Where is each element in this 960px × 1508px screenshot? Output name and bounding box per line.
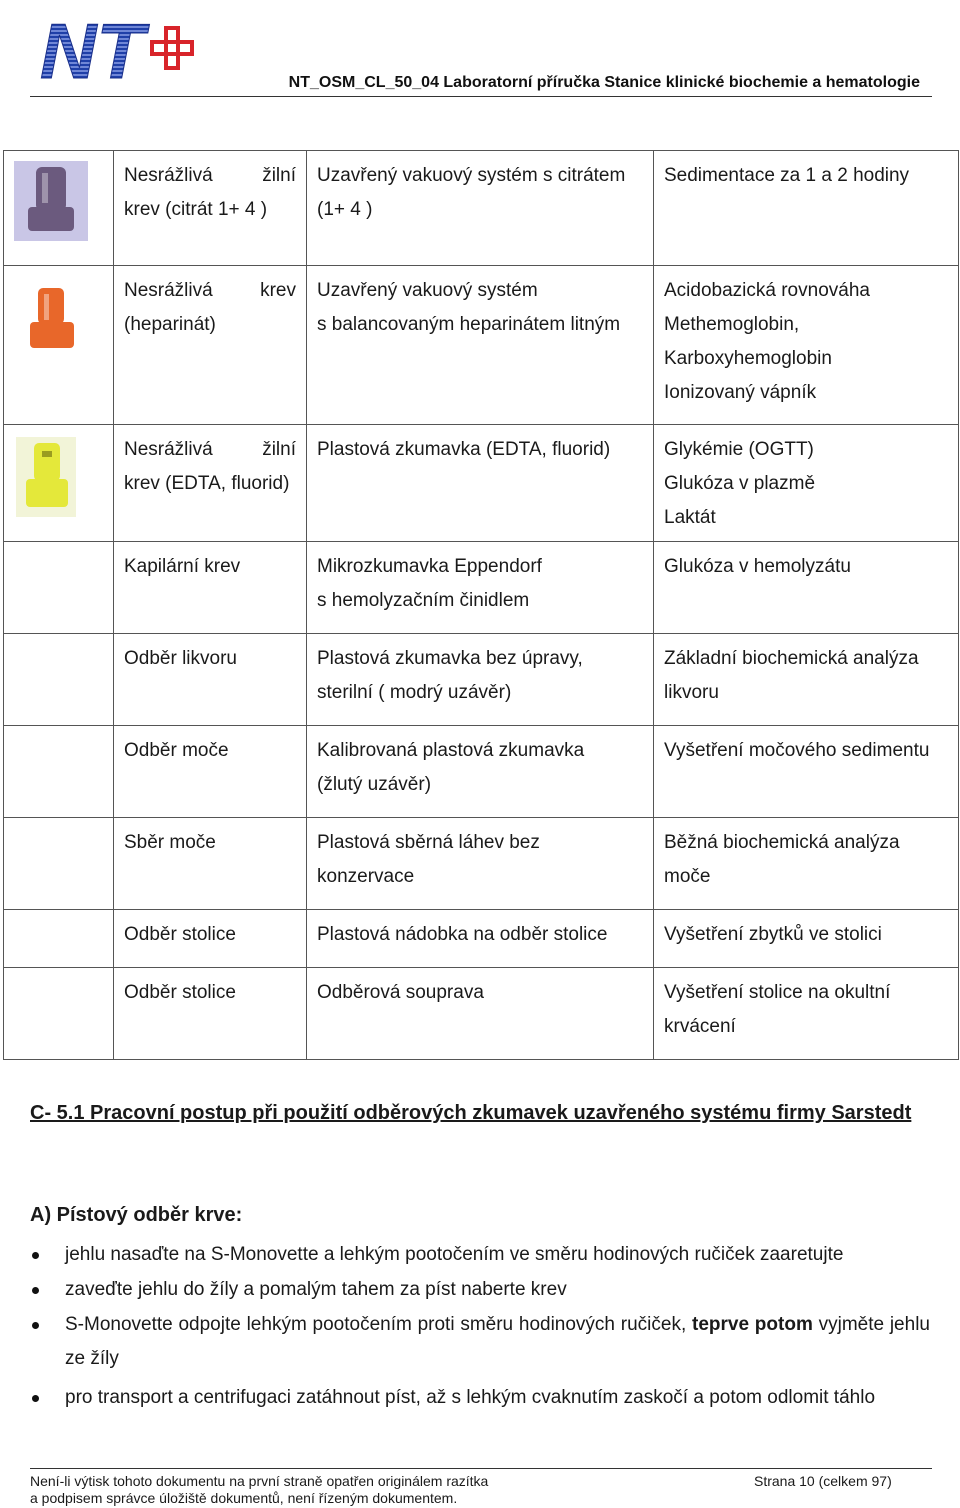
tube-cap-orange-icon bbox=[26, 286, 78, 352]
table-row bbox=[4, 818, 959, 910]
table-cell-material: Nesrážlivá žilní krev (EDTA, fluorid) bbox=[114, 425, 307, 542]
table-cell-material: Odběr stolice bbox=[114, 910, 307, 968]
table-row bbox=[4, 634, 959, 726]
subheading: A) Pístový odběr krve: bbox=[30, 1204, 243, 1226]
page-header bbox=[30, 8, 932, 97]
table-cell-container: Kalibrovaná plastová zkumavka (žlutý uzávěr) bbox=[307, 726, 654, 818]
table-cell-container: Mikrozkumavka Eppendorf s hemolyzačním činidlem bbox=[307, 542, 654, 634]
tube-cap-base bbox=[28, 207, 74, 231]
table-cell-icon bbox=[4, 266, 114, 425]
tube-cap-purple-icon bbox=[14, 161, 88, 241]
tube-cap-body bbox=[38, 288, 64, 324]
table-cell-container: Plastová nádobka na odběr stolice bbox=[307, 910, 654, 968]
table-cell-icon bbox=[4, 425, 114, 542]
section-heading: C- 5.1 Pracovní postup při použití odběrových zkumavek uzavřeného systému firmy Sarstedt bbox=[30, 1102, 912, 1124]
table-cell-tests: Sedimentace za 1 a 2 hodiny bbox=[654, 151, 959, 266]
nt-plus-logo-icon bbox=[34, 8, 194, 90]
table-cell-container: Plastová zkumavka (EDTA, fluorid) bbox=[307, 425, 654, 542]
table-row bbox=[4, 151, 959, 266]
list-item: S-Monovette odpojte lehkým pootočením proti směru hodinových ručiček, teprve potom vyjměte jehlu ze žíly bbox=[30, 1308, 930, 1376]
document-title: NT_OSM_CL_50_04 Laboratorní příručka Stanice klinické biochemie a hematologie bbox=[288, 74, 920, 91]
table-cell-icon bbox=[4, 818, 114, 910]
table-cell-icon bbox=[4, 726, 114, 818]
table-row bbox=[4, 425, 959, 542]
table-cell-icon bbox=[4, 542, 114, 634]
tube-cap-body bbox=[36, 167, 66, 211]
tube-cap-base bbox=[30, 322, 74, 348]
table-cell-icon bbox=[4, 968, 114, 1060]
list-item: zaveďte jehlu do žíly a pomalým tahem za píst naberte krev bbox=[30, 1273, 930, 1307]
table-row bbox=[4, 910, 959, 968]
table-cell-material: Sběr moče bbox=[114, 818, 307, 910]
footer-note: Není-li výtisk tohoto dokumentu na první straně opatřen originálem razítka a podpisem správce úložiště dokumentů, není řízeným dokumentem. bbox=[30, 1473, 489, 1506]
page-footer bbox=[30, 1468, 932, 1506]
table-cell-material: Nesrážlivá žilní krev (citrát 1+ 4 ) bbox=[114, 151, 307, 266]
table-row bbox=[4, 266, 959, 425]
table-cell-tests: Běžná biochemická analýza moče bbox=[654, 818, 959, 910]
table-cell-tests: Acidobazická rovnováha Methemoglobin, Karboxyhemoglobin Ionizovaný vápník bbox=[654, 266, 959, 425]
table-cell-icon bbox=[4, 634, 114, 726]
table-cell-tests: Vyšetření stolice na okultní krvácení bbox=[654, 968, 959, 1060]
table-cell-material: Odběr moče bbox=[114, 726, 307, 818]
table-cell-tests: Glykémie (OGTT) Glukóza v plazmě Laktát bbox=[654, 425, 959, 542]
svg-text:NT: NT bbox=[40, 8, 144, 90]
table-cell-tests: Glukóza v hemolyzátu bbox=[654, 542, 959, 634]
table-cell-container: Uzavřený vakuový systém s citrátem (1+ 4 ) bbox=[307, 151, 654, 266]
table-cell-material: Odběr stolice bbox=[114, 968, 307, 1060]
table-cell-container: Odběrová souprava bbox=[307, 968, 654, 1060]
tube-cap-base bbox=[26, 479, 68, 507]
table-row bbox=[4, 542, 959, 634]
table-row bbox=[4, 726, 959, 818]
sample-table bbox=[3, 150, 959, 1060]
table-cell-material: Nesrážlivá krev (heparinát) bbox=[114, 266, 307, 425]
table-cell-tests: Vyšetření močového sedimentu bbox=[654, 726, 959, 818]
list-item: jehlu nasaďte na S-Monovette a lehkým pootočením ve směru hodinových ručiček zaaretujte bbox=[30, 1238, 930, 1272]
tube-cap-yellow-icon bbox=[16, 437, 76, 517]
list-item: pro transport a centrifugaci zatáhnout píst, až s lehkým cvaknutím zaskočí a potom odlomit táhlo bbox=[30, 1381, 930, 1415]
table-cell-container: Plastová zkumavka bez úpravy, sterilní ( modrý uzávěr) bbox=[307, 634, 654, 726]
table-row bbox=[4, 968, 959, 1060]
table-cell-container: Plastová sběrná láhev bez konzervace bbox=[307, 818, 654, 910]
table-cell-container: Uzavřený vakuový systém s balancovaným heparinátem litným bbox=[307, 266, 654, 425]
table-cell-tests: Základní biochemická analýza likvoru bbox=[654, 634, 959, 726]
table-cell-tests: Vyšetření zbytků ve stolici bbox=[654, 910, 959, 968]
table-cell-icon bbox=[4, 910, 114, 968]
tube-cap-body bbox=[34, 443, 60, 481]
page-number: Strana 10 (celkem 97) bbox=[754, 1473, 892, 1489]
table-cell-material: Odběr likvoru bbox=[114, 634, 307, 726]
procedure-list bbox=[30, 1238, 930, 1416]
table-cell-icon bbox=[4, 151, 114, 266]
table-cell-material: Kapilární krev bbox=[114, 542, 307, 634]
